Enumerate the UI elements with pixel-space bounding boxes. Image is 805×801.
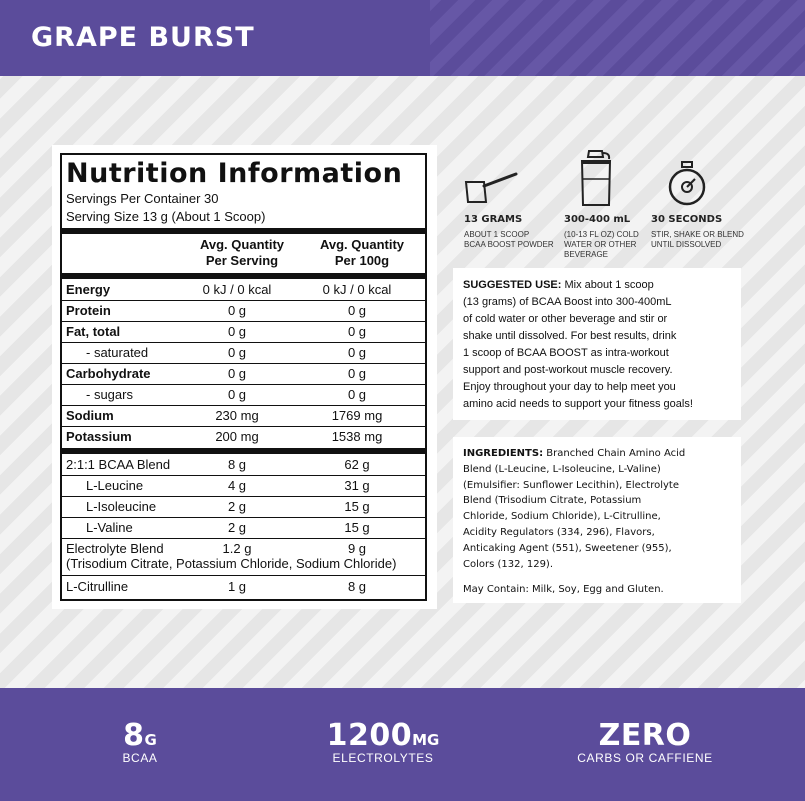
- icon-desc: [464, 230, 554, 250]
- suggested-use-line: [463, 277, 731, 294]
- table-row: [62, 384, 425, 405]
- footer-banner: [0, 688, 805, 801]
- column-header-per-serving: [182, 237, 302, 269]
- column-header-per-100g: [302, 237, 422, 269]
- row-label: L-Isoleucine: [86, 499, 157, 514]
- row-label: Electrolyte Blend: [66, 541, 164, 556]
- row-per-100g: 0 g: [347, 345, 367, 360]
- icon-desc-line: BEVERAGE: [564, 250, 609, 259]
- icon-desc: [651, 230, 744, 250]
- table-row: [62, 517, 425, 538]
- row-per-serving: 4 g: [227, 478, 247, 493]
- row-per-serving: 1 g: [227, 579, 247, 594]
- icon-desc-line: WATER OR OTHER: [564, 240, 637, 249]
- table-row: [62, 496, 425, 517]
- table-row: [62, 576, 425, 597]
- ingredients-text: Branched Chain Amino Acid: [543, 448, 686, 459]
- table-row: [62, 363, 425, 384]
- row-label: Sodium: [66, 408, 114, 423]
- suggested-use-text: 1 scoop of BCAA BOOST as intra-workout: [463, 347, 669, 359]
- suggested-use-text: Mix about 1 scoop: [561, 279, 654, 291]
- row-per-serving: 0 g: [227, 324, 247, 339]
- table-row: [62, 426, 425, 447]
- stat-value: ZERO: [598, 718, 692, 753]
- row-per-100g: 0 g: [347, 366, 367, 381]
- row-label: L-Valine: [86, 520, 133, 535]
- row-per-100g: 8 g: [347, 579, 367, 594]
- table-row: [62, 300, 425, 321]
- suggested-use-heading: SUGGESTED USE:: [463, 279, 562, 291]
- icon-desc-line: UNTIL DISSOLVED: [651, 240, 722, 249]
- nutrition-panel: [52, 145, 437, 609]
- suggested-use-text: Enjoy throughout your day to help meet you: [463, 381, 676, 393]
- row-per-serving: 8 g: [227, 457, 247, 472]
- row-label: Protein: [66, 303, 111, 318]
- row-per-100g: 9 g: [347, 541, 367, 556]
- row-per-100g: 0 g: [347, 387, 367, 402]
- row-per-100g: 1769 mg: [331, 408, 383, 423]
- table-row: [62, 342, 425, 363]
- stopwatch-icon: [666, 161, 708, 207]
- ingredients-text: Blend (L-Leucine, L-Isoleucine, L-Valine): [463, 463, 661, 475]
- row-per-serving: 2 g: [227, 520, 247, 535]
- ingredients-text: Chloride, Sodium Chloride), L-Citrulline,: [463, 511, 661, 523]
- table-row: [62, 279, 425, 300]
- icon-desc-line: (10-13 FL OZ) COLD: [564, 230, 639, 239]
- ingredients-box: [453, 437, 741, 603]
- stat-unit: G: [144, 731, 157, 749]
- divider-thick: [62, 228, 425, 234]
- row-per-100g: 62 g: [344, 457, 370, 472]
- icon-desc-line: BCAA BOOST POWDER: [464, 240, 554, 249]
- row-label: Potassium: [66, 429, 132, 444]
- row-label: Energy: [66, 282, 111, 297]
- row-label: - sugars: [86, 387, 133, 402]
- may-contain-allergens: May Contain: Milk, Soy, Egg and Gluten.: [463, 584, 664, 596]
- icon-title: 30 SECONDS: [651, 214, 723, 225]
- ingredients-text: Anticaking Agent (551), Sweetener (955),: [463, 542, 672, 554]
- row-per-serving: 0 g: [227, 387, 247, 402]
- flavor-title: GRAPE BURST: [31, 22, 255, 53]
- row-per-serving: 230 mg: [215, 408, 259, 423]
- nutrition-table: [60, 153, 427, 601]
- ingredients-text: Colors (132, 129).: [463, 558, 554, 570]
- icon-desc-line: STIR, SHAKE OR BLEND: [651, 230, 744, 239]
- col1-line2: Per Serving: [205, 253, 279, 268]
- ingredients-text: Blend (Trisodium Citrate, Potassium: [463, 495, 642, 507]
- suggested-use-text: (13 grams) of BCAA Boost into 300-400mL: [463, 296, 672, 308]
- stat-unit: MG: [412, 731, 440, 749]
- table-row: [62, 454, 425, 475]
- serving-size: Serving Size 13 g (About 1 Scoop): [66, 209, 266, 224]
- suggested-use-text: of cold water or other beverage and stir or: [463, 313, 668, 325]
- stat-label: CARBS OR CAFFIENE: [577, 751, 713, 765]
- suggested-use-text: support and post-workout muscle recovery.: [463, 364, 673, 376]
- row-per-serving: 0 g: [227, 303, 247, 318]
- row-per-serving: 1.2 g: [222, 541, 252, 556]
- suggested-use-text: shake until dissolved. For best results, drink: [463, 330, 677, 342]
- ingredients-heading: INGREDIENTS:: [463, 448, 544, 459]
- nutrition-title: Nutrition Information: [66, 158, 403, 189]
- stat-value: 8: [123, 718, 145, 753]
- table-row: [62, 475, 425, 496]
- row-label: L-Leucine: [86, 478, 144, 493]
- row-per-100g: 0 g: [347, 303, 367, 318]
- icon-title: 300-400 mL: [564, 214, 631, 225]
- stat-electrolytes: [298, 718, 468, 765]
- row-per-100g: 15 g: [344, 520, 370, 535]
- row-per-100g: 0 kJ / 0 kcal: [322, 282, 392, 297]
- row-per-serving: 0 g: [227, 345, 247, 360]
- row-per-100g: 15 g: [344, 499, 370, 514]
- suggested-use-text: amino acid needs to support your fitness goals!: [463, 398, 693, 410]
- col2-line1: Avg. Quantity: [319, 237, 405, 252]
- suggested-use-box: [453, 268, 741, 420]
- stat-value: 1200: [326, 718, 413, 753]
- header-banner: [0, 0, 805, 76]
- row-label: 2:1:1 BCAA Blend: [66, 457, 171, 472]
- scoop-icon: [462, 168, 532, 208]
- col2-line2: Per 100g: [334, 253, 390, 268]
- icon-title: 13 GRAMS: [464, 214, 523, 225]
- row-per-100g: 0 g: [347, 324, 367, 339]
- row-label: Fat, total: [66, 324, 121, 339]
- row-label: Carbohydrate: [66, 366, 151, 381]
- ingredients-text: (Emulsifier: Sunflower Lecithin), Electrolyte: [463, 479, 679, 491]
- table-row: [62, 405, 425, 426]
- table-row: [62, 321, 425, 342]
- row-per-serving: 0 g: [227, 366, 247, 381]
- servings-per-container: Servings Per Container 30: [66, 191, 219, 206]
- stat-label: BCAA: [122, 751, 158, 765]
- shaker-bottle-icon: [576, 149, 616, 207]
- row-per-serving: 2 g: [227, 499, 247, 514]
- row-per-100g: 1538 mg: [331, 429, 383, 444]
- row-per-serving: 200 mg: [215, 429, 259, 444]
- icon-desc-line: ABOUT 1 SCOOP: [464, 230, 530, 239]
- row-per-serving: 0 kJ / 0 kcal: [202, 282, 272, 297]
- stat-bcaa: [80, 718, 200, 765]
- ingredients-text: Acidity Regulators (334, 296), Flavors,: [463, 526, 655, 538]
- electrolyte-blend-note: (Trisodium Citrate, Potassium Chloride, Sodium Chloride): [66, 556, 397, 571]
- row-label: L-Citrulline: [66, 579, 129, 594]
- col1-line1: Avg. Quantity: [199, 237, 285, 252]
- stat-label: ELECTROLYTES: [332, 751, 434, 765]
- ingredients-line: [463, 446, 731, 462]
- row-label: - saturated: [86, 345, 149, 360]
- icon-desc: [564, 230, 639, 260]
- stat-zero: [570, 718, 720, 765]
- row-per-100g: 31 g: [344, 478, 370, 493]
